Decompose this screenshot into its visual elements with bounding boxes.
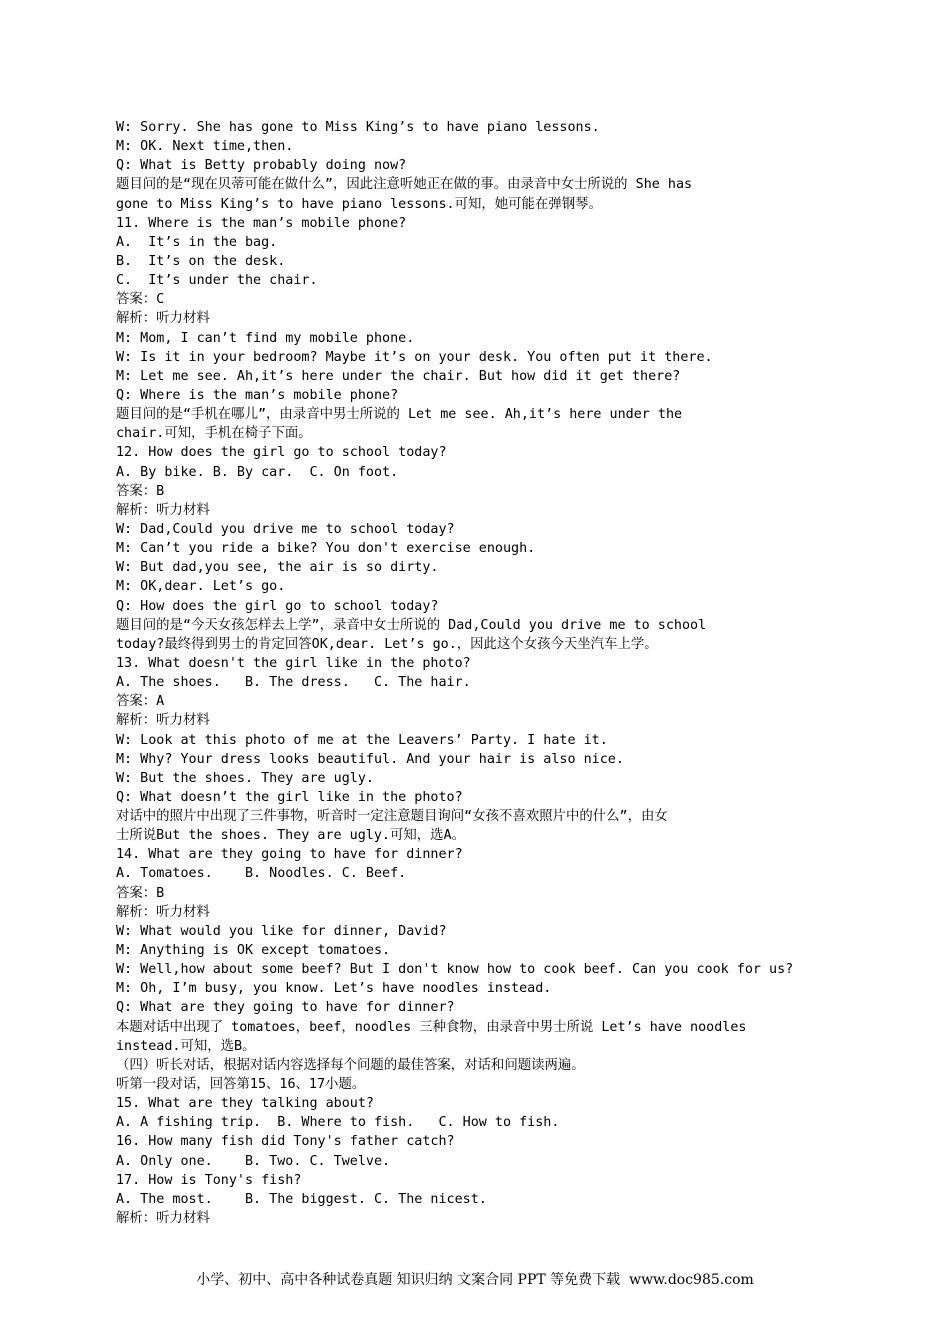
text-line: C. It’s under the chair. (116, 273, 318, 289)
text-line: instead.可知，选B。 (116, 1038, 256, 1054)
text-line: 本题对话中出现了 tomatoes，beef，noodles 三种食物，由录音中男士所说 Let’s have noodles (116, 1019, 747, 1035)
text-line: W: But the shoes. They are ugly. (116, 770, 374, 786)
text-line: M: Mom, I can’t find my mobile phone. (116, 330, 415, 346)
text-line: Q: How does the girl go to school today? (116, 598, 439, 614)
text-line: chair.可知，手机在椅子下面。 (116, 426, 312, 442)
text-line: W: Dad,Could you drive me to school today? (116, 521, 455, 537)
text-line: W: Look at this photo of me at the Leavers’ Party. I hate it. (116, 732, 608, 748)
text-line: 解析：听力材料 (116, 713, 210, 729)
text-line: M: OK. Next time,then. (116, 139, 294, 155)
text-line: 16. How many fish did Tony's father catch? (116, 1134, 455, 1150)
text-line: 听第一段对话，回答第15、16、17小题。 (116, 1077, 366, 1093)
text-line: 15. What are they talking about? (116, 1096, 374, 1112)
text-line: 12. How does the girl go to school today? (116, 445, 447, 461)
text-line: Q: What is Betty probably doing now? (116, 158, 407, 174)
text-line: A. It’s in the bag. (116, 234, 278, 250)
text-line: 题目问的是“今天女孩怎样去上学”，录音中女士所说的 Dad,Could you drive me to school (116, 617, 707, 633)
text-line: A. The most. B. The biggest. C. The nicest. (116, 1191, 487, 1207)
page-footer: 小学、初中、高中各种试卷真题 知识归纳 文案合同 PPT 等免费下载 www.doc985.com (196, 1272, 754, 1288)
text-line: （四）听长对话，根据对话内容选择每个问题的最佳答案，对话和问题读两遍。 (116, 1057, 585, 1073)
text-line: 13. What doesn't the girl like in the photo? (116, 655, 471, 671)
text-line: Q: Where is the man’s mobile phone? (116, 387, 399, 403)
text-line: W: What would you like for dinner, David? (116, 923, 447, 939)
text-line: 答案：B (116, 885, 165, 901)
text-line: today?最终得到男士的肯定回答OK,dear. Let’s go.，因此这个女孩今天坐汽车上学。 (116, 636, 658, 652)
text-line: 答案：A (116, 694, 165, 710)
text-line: 解析：听力材料 (116, 904, 210, 920)
text-line: A. Tomatoes. B. Noodles. C. Beef. (116, 866, 407, 882)
text-line: M: OK,dear. Let’s go. (116, 579, 286, 595)
text-line: M: Anything is OK except tomatoes. (116, 943, 391, 959)
text-line: M: Oh, I’m busy, you know. Let’s have noodles instead. (116, 981, 552, 997)
text-line: 答案：B (116, 483, 165, 499)
text-line: 对话中的照片中出现了三件事物，听音时一定注意题目询问“女孩不喜欢照片中的什么”，由女 (116, 809, 668, 825)
text-line: W: Sorry. She has gone to Miss King’s to have piano lessons. (116, 120, 600, 135)
text-line: A. Only one. B. Two. C. Twelve. (116, 1153, 391, 1169)
text-line: 答案：C (116, 292, 165, 308)
text-line: A. The shoes. B. The dress. C. The hair. (116, 675, 471, 691)
text-line: gone to Miss King’s to have piano lessons.可知，她可能在弹钢琴。 (116, 196, 602, 212)
text-line: 题目问的是“手机在哪儿”，由录音中男士所说的 Let me see. Ah,it’s here under the (116, 407, 683, 423)
text-line: A. A fishing trip. B. Where to fish. C. How to fish. (116, 1115, 560, 1131)
text-line: 解析：听力材料 (116, 502, 210, 518)
text-line: 解析：听力材料 (116, 1211, 210, 1227)
text-line: Q: What are they going to have for dinner? (116, 1000, 455, 1016)
text-line: A. By bike. B. By car. C. On foot. (116, 464, 399, 480)
text-line: Q: What doesn’t the girl like in the photo? (116, 789, 463, 805)
document-body (116, 118, 838, 1228)
text-line: W: Is it in your bedroom? Maybe it’s on your desk. You often put it there. (116, 349, 713, 365)
text-line: B. It’s on the desk. (116, 253, 286, 269)
text-line: 17. How is Tony's fish? (116, 1172, 302, 1188)
text-line: M: Let me see. Ah,it’s here under the chair. But how did it get there? (116, 368, 681, 384)
text-line: M: Why? Your dress looks beautiful. And your hair is also nice. (116, 751, 624, 767)
text-line: W: But dad,you see, the air is so dirty. (116, 560, 439, 576)
text-line: 题目问的是“现在贝蒂可能在做什么”，因此注意听她正在做的事。由录音中女士所说的 She has (116, 177, 693, 193)
text-line: 士所说But the shoes. They are ugly.可知，选A。 (116, 828, 465, 844)
text-line: W: Well,how about some beef? But I don't know how to cook beef. Can you cook for us? (116, 962, 794, 978)
text-line: 11. Where is the man’s mobile phone? (116, 215, 407, 231)
text-line: 14. What are they going to have for dinner? (116, 847, 463, 863)
text-line: M: Can’t you ride a bike? You don't exercise enough. (116, 541, 536, 557)
text-line: 解析：听力材料 (116, 311, 210, 327)
